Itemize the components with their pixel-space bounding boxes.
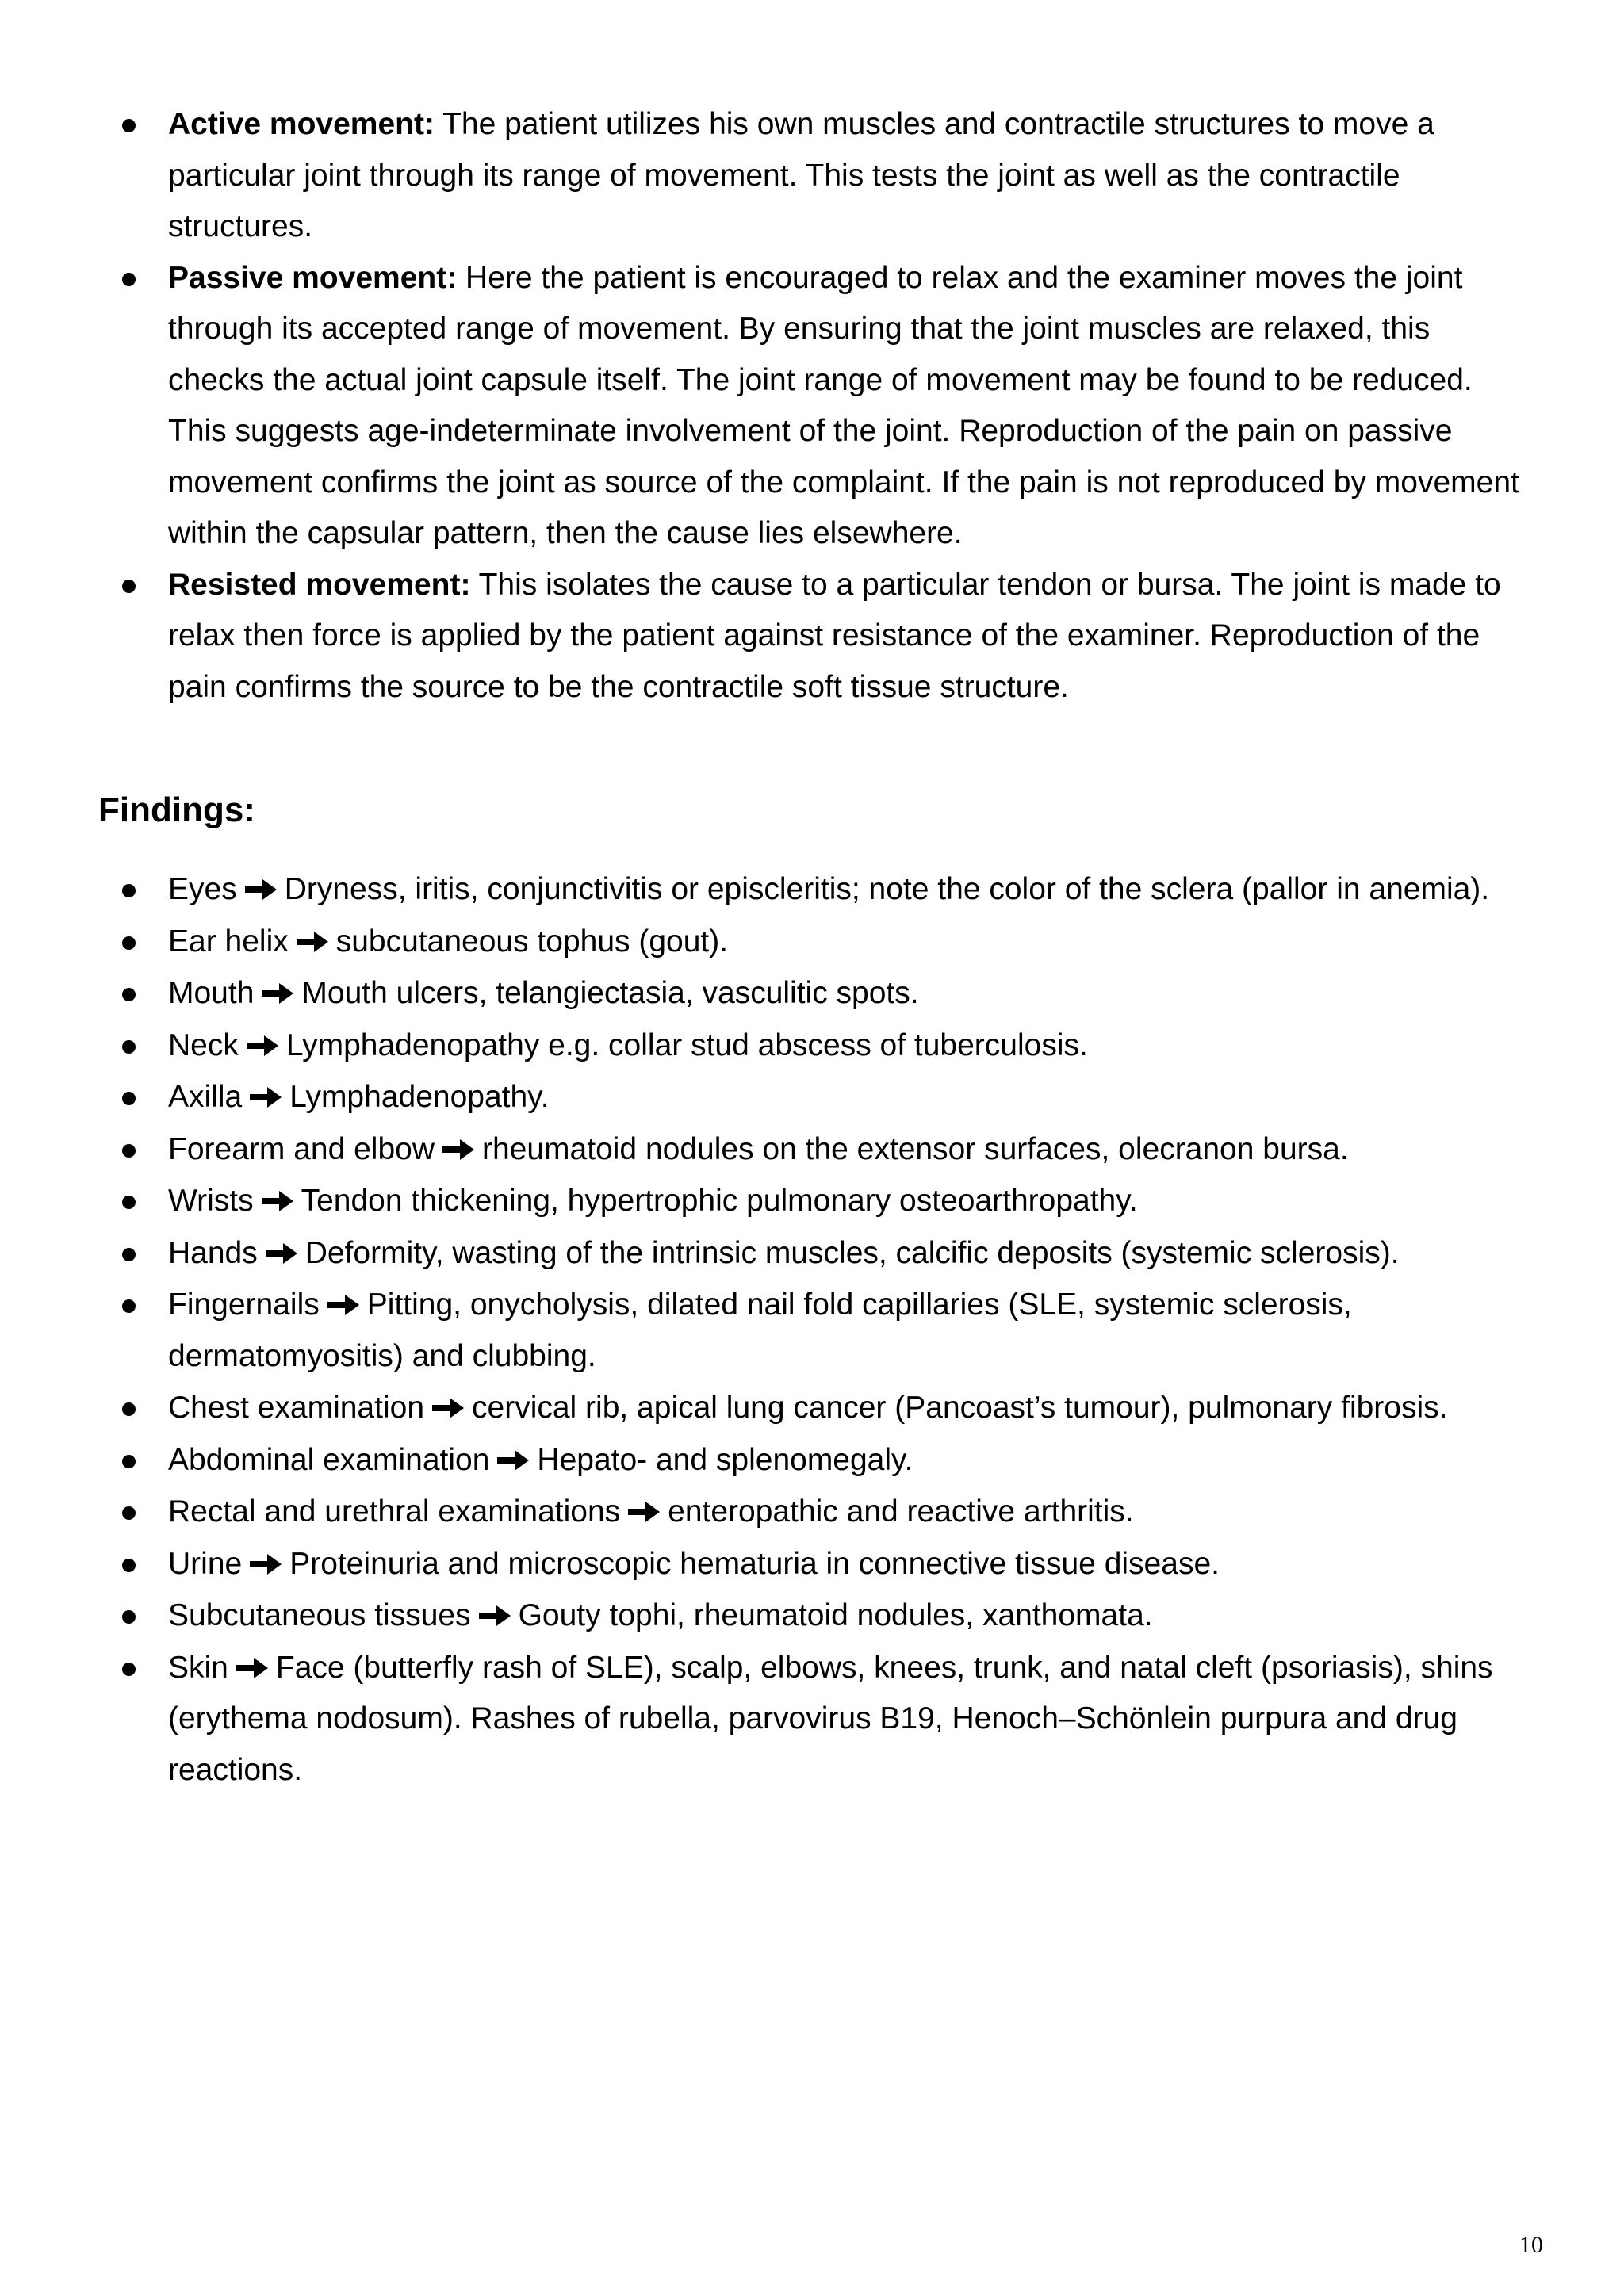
- finding-site: Fingernails: [168, 1288, 320, 1322]
- bullet-icon: [122, 1299, 136, 1313]
- bullet-icon: [122, 1092, 136, 1105]
- bullet-icon: [122, 1402, 136, 1416]
- list-item: [119, 99, 1530, 253]
- right-arrow-icon: [431, 1385, 465, 1409]
- list-item: [119, 1487, 1530, 1538]
- list-item: [119, 1228, 1530, 1280]
- item-lead: Passive movement:: [168, 260, 458, 295]
- movement-list: [119, 99, 1530, 713]
- finding-detail: Tendon thickening, hypertrophic pulmonary osteoarthropathy.: [301, 1184, 1138, 1218]
- list-item: [119, 1435, 1530, 1487]
- bullet-icon: [122, 1506, 136, 1520]
- finding-detail: cervical rib, apical lung cancer (Pancoast’s tumour), pulmonary fibrosis.: [472, 1391, 1448, 1425]
- list-item: [119, 1280, 1530, 1382]
- right-arrow-icon: [295, 919, 330, 943]
- finding-detail: Lymphadenopathy e.g. collar stud abscess of tuberculosis.: [285, 1027, 1088, 1062]
- bullet-icon: [122, 1559, 136, 1572]
- finding-site: Rectal and urethral examinations: [168, 1494, 621, 1529]
- finding-site: Subcutaneous tissues: [168, 1598, 471, 1632]
- bullet-icon: [122, 1196, 136, 1209]
- list-item: [119, 916, 1530, 968]
- finding-detail: Face (butterfly rash of SLE), scalp, elbows, knees, trunk, and natal cleft (psoriasis), shins (erythema nodosum). Rashes of rubella, parvovirus B19, Henoch–Schönlein purpura and drug reactions.: [168, 1650, 1493, 1787]
- item-lead: Resisted movement:: [168, 567, 471, 602]
- finding-site: Forearm and elbow: [168, 1131, 435, 1166]
- page-number: 10: [1519, 2232, 1543, 2258]
- finding-detail: Deformity, wasting of the intrinsic muscles, calcific deposits (systemic sclerosis).: [304, 1235, 1400, 1270]
- finding-site: Axilla: [168, 1080, 243, 1114]
- list-item: [119, 1539, 1530, 1590]
- item-text: Here the patient is encouraged to relax and the examiner moves the joint through its accepted range of movement. By ensuring that the joint muscles are relaxed, this checks the actual joint capsule itself. The joint range of movement may be found to be reduced. This suggests age-indeterminate involvement of the joint. Reproduction of the pain on passive movement confirms the joint as source of the complaint. If the pain is not reproduced by movement within the capsular pattern, then the cause lies elsewhere.: [168, 260, 1519, 550]
- list-item: [119, 1124, 1530, 1176]
- bullet-icon: [122, 1144, 136, 1158]
- finding-detail: enteropathic and reactive arthritis.: [668, 1494, 1134, 1529]
- list-item: [119, 1072, 1530, 1123]
- right-arrow-icon: [260, 970, 295, 994]
- section-heading: Findings:: [98, 790, 255, 829]
- finding-site: Neck: [168, 1027, 239, 1062]
- bullet-icon: [122, 884, 136, 897]
- bullet-icon: [122, 936, 136, 950]
- list-item: [119, 560, 1530, 714]
- right-arrow-icon: [248, 1074, 283, 1098]
- finding-site: Skin: [168, 1650, 228, 1685]
- right-arrow-icon: [477, 1593, 512, 1617]
- list-item: [119, 1176, 1530, 1227]
- finding-detail: rheumatoid nodules on the extensor surfaces, olecranon bursa.: [482, 1131, 1349, 1166]
- bullet-icon: [122, 1248, 136, 1261]
- right-arrow-icon: [441, 1127, 476, 1150]
- finding-site: Abdominal examination: [168, 1442, 490, 1477]
- item-lead: Active movement:: [168, 107, 435, 141]
- finding-detail: Proteinuria and microscopic hematuria in connective tissue disease.: [289, 1546, 1220, 1581]
- finding-site: Urine: [168, 1546, 243, 1581]
- right-arrow-icon: [326, 1282, 361, 1306]
- item-text: The patient utilizes his own muscles and contractile structures to move a particular joint through its range of movement. This tests the joint as well as the contractile structures.: [168, 107, 1434, 243]
- list-item: [119, 253, 1530, 560]
- right-arrow-icon: [235, 1645, 270, 1669]
- finding-site: Wrists: [168, 1184, 254, 1218]
- bullet-icon: [122, 273, 136, 286]
- list-item: [119, 1020, 1530, 1072]
- finding-detail: subcutaneous tophus (gout).: [335, 924, 729, 959]
- list-item: [119, 1383, 1530, 1434]
- right-arrow-icon: [245, 1023, 280, 1047]
- finding-detail: Hepato- and splenomegaly.: [537, 1442, 914, 1477]
- finding-detail: Pitting, onycholysis, dilated nail fold capillaries (SLE, systemic sclerosis, dermatomyositis) and clubbing.: [168, 1288, 1352, 1373]
- finding-site: Chest examination: [168, 1391, 425, 1425]
- list-item: [119, 968, 1530, 1020]
- list-item: [119, 1643, 1530, 1797]
- bullet-icon: [122, 1455, 136, 1468]
- bullet-icon: [122, 1663, 136, 1676]
- finding-site: Mouth: [168, 976, 255, 1010]
- right-arrow-icon: [260, 1178, 295, 1202]
- right-arrow-icon: [264, 1230, 299, 1254]
- right-arrow-icon: [626, 1489, 661, 1513]
- findings-list: [119, 864, 1530, 1797]
- finding-site: Ear helix: [168, 924, 289, 959]
- bullet-icon: [122, 119, 136, 132]
- finding-detail: Gouty tophi, rheumatoid nodules, xanthomata.: [518, 1598, 1153, 1632]
- finding-site: Hands: [168, 1235, 258, 1270]
- right-arrow-icon: [248, 1541, 283, 1565]
- finding-detail: Dryness, iritis, conjunctivitis or episcleritis; note the color of the sclera (pallor in anemia).: [284, 872, 1490, 906]
- bullet-icon: [122, 988, 136, 1001]
- finding-detail: Lymphadenopathy.: [289, 1080, 550, 1114]
- list-item: [119, 1590, 1530, 1642]
- bullet-icon: [122, 1610, 136, 1624]
- finding-site: Eyes: [168, 872, 237, 906]
- right-arrow-icon: [496, 1437, 530, 1461]
- list-item: [119, 864, 1530, 916]
- finding-detail: Mouth ulcers, telangiectasia, vasculitic spots.: [301, 976, 919, 1010]
- bullet-icon: [122, 580, 136, 593]
- item-text: This isolates the cause to a particular tendon or bursa. The joint is made to relax then force is applied by the patient against resistance of the examiner. Reproduction of the pain confirms the source to be the contractile soft tissue structure.: [168, 567, 1501, 704]
- right-arrow-icon: [243, 867, 278, 890]
- bullet-icon: [122, 1040, 136, 1054]
